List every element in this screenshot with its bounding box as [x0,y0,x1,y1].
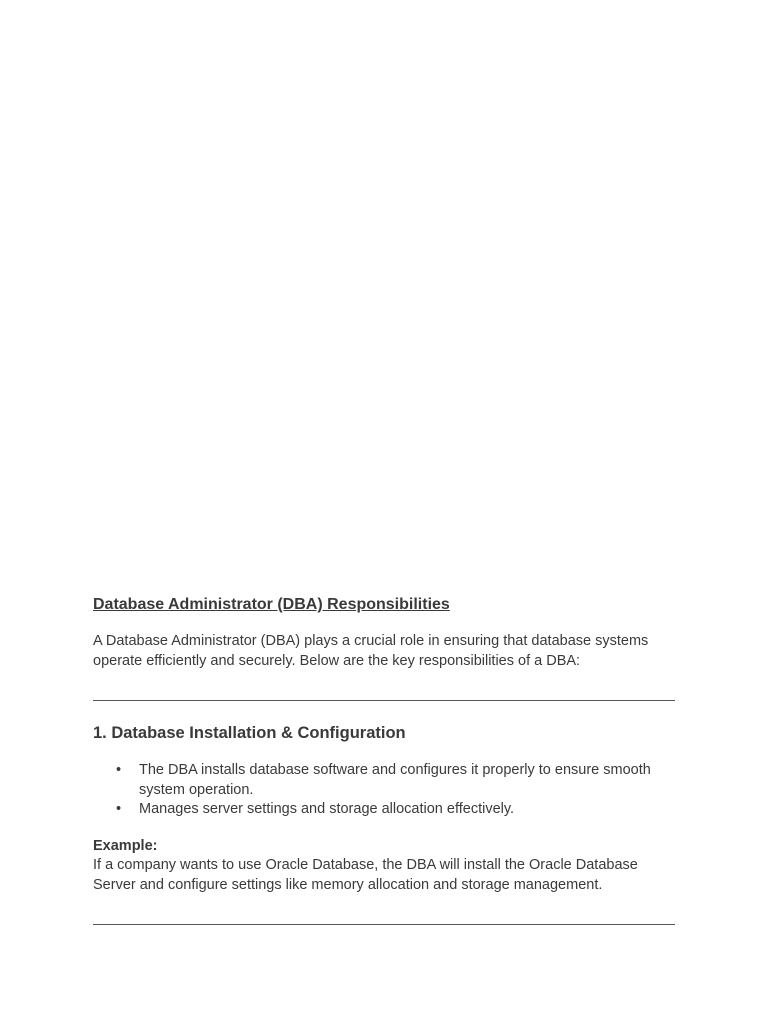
document-title: Database Administrator (DBA) Responsibilities [93,596,450,613]
document-page [93,594,675,925]
example-label: Example: [93,837,158,854]
bullet-icon: • [116,801,122,817]
list-item [93,761,675,800]
list-item-text: Manages server settings and storage allocation effectively. [139,801,515,817]
section-heading: 1. Database Installation & Configuration [93,724,406,742]
section-divider [93,924,675,925]
list-item-text: The DBA installs database software and configures it properly to ensure smooth system operation. [139,762,651,798]
intro-paragraph: A Database Administrator (DBA) plays a crucial role in ensuring that database systems operate efficiently and securely. Below are the key responsibilities of a DBA: [93,633,649,669]
example-text: If a company wants to use Oracle Database, the DBA will install the Oracle Database Server and configure settings like memory allocation and storage management. [93,857,638,893]
section-divider [93,700,675,701]
bullet-icon: • [116,762,122,778]
list-item [93,800,675,820]
bullet-list [93,761,675,820]
